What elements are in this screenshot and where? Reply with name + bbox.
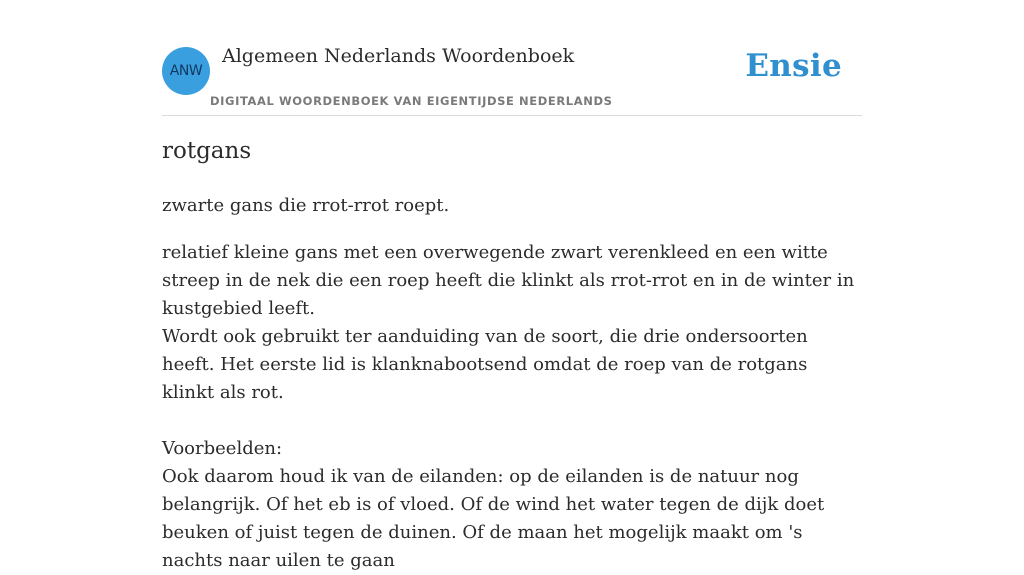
anw-logo-text: ANW xyxy=(169,63,203,79)
entry-usage-note: Wordt ook gebruikt ter aanduiding van de soort, die drie ondersoorten heeft. Het eerste lid is klanknabootsend omdat de roep van de rotgans klinkt als rot. xyxy=(162,326,808,403)
entry-definition: zwarte gans die rrot-rrot roept. xyxy=(162,195,450,216)
site-title[interactable]: Algemeen Nederlands Woordenboek xyxy=(222,45,575,67)
anw-logo[interactable] xyxy=(162,47,210,95)
ensie-brand-link[interactable]: Ensie xyxy=(745,48,842,84)
entry-headword: rotgans xyxy=(162,138,252,164)
example-text: Ook daarom houd ik van de eilanden: op de eilanden is de natuur nog belangrijk. Of het eb is of vloed. Of de wind het water tegen de dijk doet beuken of juist tegen de duinen. Of de maan het mogelijk maakt om 's nachts naar uilen te gaan xyxy=(162,466,825,571)
site-subtitle: DIGITAAL WOORDENBOEK VAN EIGENTIJDSE NEDERLANDS xyxy=(210,94,613,108)
entry-description-text: relatief kleine gans met een overwegende zwart verenkleed en een witte streep in de nek die een roep heeft die klinkt als rrot-rrot en in de winter in kustgebied leeft. xyxy=(162,242,855,319)
site-header xyxy=(162,0,862,116)
examples-label: Voorbeelden: xyxy=(162,438,283,459)
page xyxy=(162,0,862,571)
entry-description xyxy=(162,239,862,575)
